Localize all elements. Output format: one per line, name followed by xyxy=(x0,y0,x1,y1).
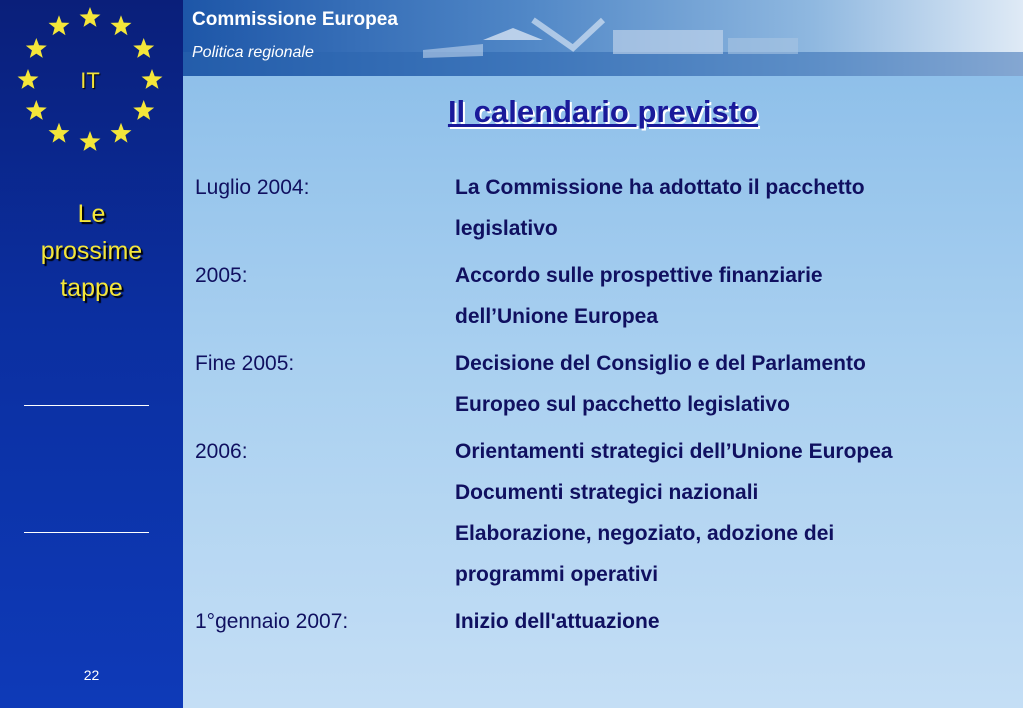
star-icon xyxy=(80,131,101,151)
description-line: Documenti strategici nazionali xyxy=(455,481,759,504)
timeline-date: 2006: xyxy=(195,440,248,463)
star-icon xyxy=(26,100,47,120)
star-icon xyxy=(18,69,39,89)
timeline-description xyxy=(455,255,1015,337)
description-line: legislativo xyxy=(455,217,558,240)
slide-title: Il calendario previsto xyxy=(447,94,759,129)
timeline-description xyxy=(455,167,1015,249)
section-title xyxy=(0,196,183,307)
timeline-description xyxy=(455,601,1015,642)
description-line: Elaborazione, negoziato, adozione dei xyxy=(455,522,835,545)
timeline-date: 1°gennaio 2007: xyxy=(195,610,349,633)
section-title-line: tappe xyxy=(60,274,123,302)
description-line: dell’Unione Europea xyxy=(455,305,659,328)
page-number: 22 xyxy=(83,667,100,683)
section-title-line: prossime xyxy=(40,237,143,265)
description-line: Decisione del Consiglio e del Parlamento xyxy=(455,352,866,375)
description-line: La Commissione ha adottato il pacchetto xyxy=(455,176,865,199)
header-banner xyxy=(183,0,1023,76)
country-code: IT xyxy=(80,68,100,93)
timeline-description xyxy=(455,343,1015,425)
slide-content xyxy=(183,76,1023,708)
sidebar xyxy=(0,0,183,708)
star-icon xyxy=(133,38,154,58)
description-line: programmi operativi xyxy=(455,563,659,586)
star-icon xyxy=(142,69,163,89)
timeline-description xyxy=(455,431,1015,595)
organization-name: Commissione Europea xyxy=(192,9,398,30)
description-line: Orientamenti strategici dell’Unione Europea xyxy=(455,440,893,463)
department-name: Politica regionale xyxy=(192,44,314,61)
star-icon xyxy=(111,15,132,35)
star-icon xyxy=(133,100,154,120)
section-title-line: Le xyxy=(77,200,106,228)
divider xyxy=(24,405,149,406)
star-icon xyxy=(26,38,47,58)
description-line: Europeo sul pacchetto legislativo xyxy=(455,393,790,416)
star-icon xyxy=(111,123,132,143)
star-icon xyxy=(80,7,101,27)
timeline-date: 2005: xyxy=(195,264,248,287)
timeline-date: Luglio 2004: xyxy=(195,176,310,199)
star-icon xyxy=(49,123,70,143)
star-icon xyxy=(49,15,70,35)
timeline-date: Fine 2005: xyxy=(195,352,295,375)
description-line: Accordo sulle prospettive finanziarie xyxy=(455,264,823,287)
divider xyxy=(24,532,149,533)
description-line: Inizio dell'attuazione xyxy=(455,610,660,633)
